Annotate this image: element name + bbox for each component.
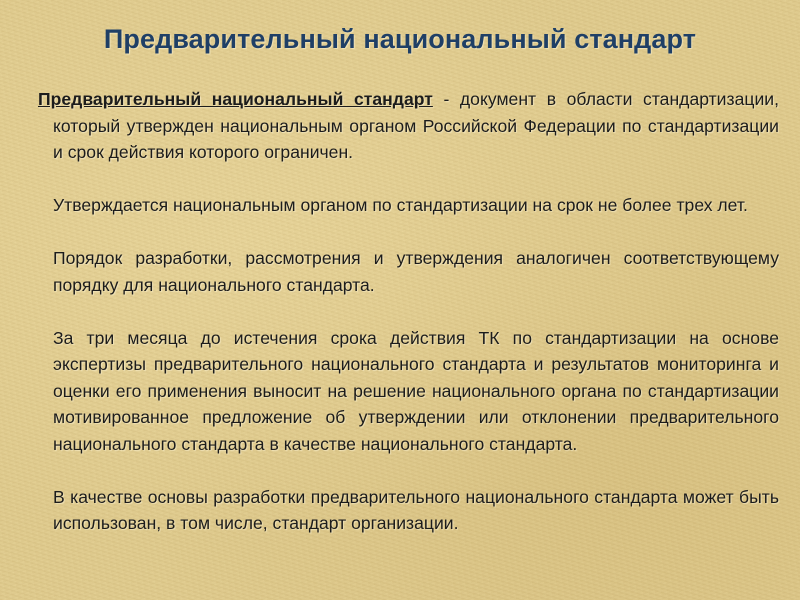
paragraph-basis: В качестве основы разработки предварительного национального стандарта может быть использован, в том числе, стандарт организации. (53, 486, 779, 533)
paragraph-approval-term: Утверждается национальным органом по стандартизации на срок не более трех лет. (53, 195, 748, 215)
paragraph-procedure: Порядок разработки, рассмотрения и утверждения аналогичен соответствующему порядку для национального стандарта. (53, 248, 779, 295)
definition-paragraph (38, 86, 779, 166)
slide-body (38, 86, 779, 563)
definition-text: - документ в области стандартизации, который утвержден национальным органом Российской Федерации по стандартизации и срок действия которого ограничен. (53, 89, 779, 162)
defined-term: Предварительный национальный стандарт (38, 89, 433, 109)
paragraph-expiry-review: За три месяца до истечения срока действия ТК по стандартизации на основе экспертизы предварительного национального стандарта и результатов мониторинга и оценки его применения выносит на решение национального органа по стандартизации мотивированное предложение об утверждении или отклонении предварительного национального стандарта в качестве национального стандарта. (53, 327, 779, 454)
slide-title: Предварительный национальный стандарт (103, 24, 697, 54)
